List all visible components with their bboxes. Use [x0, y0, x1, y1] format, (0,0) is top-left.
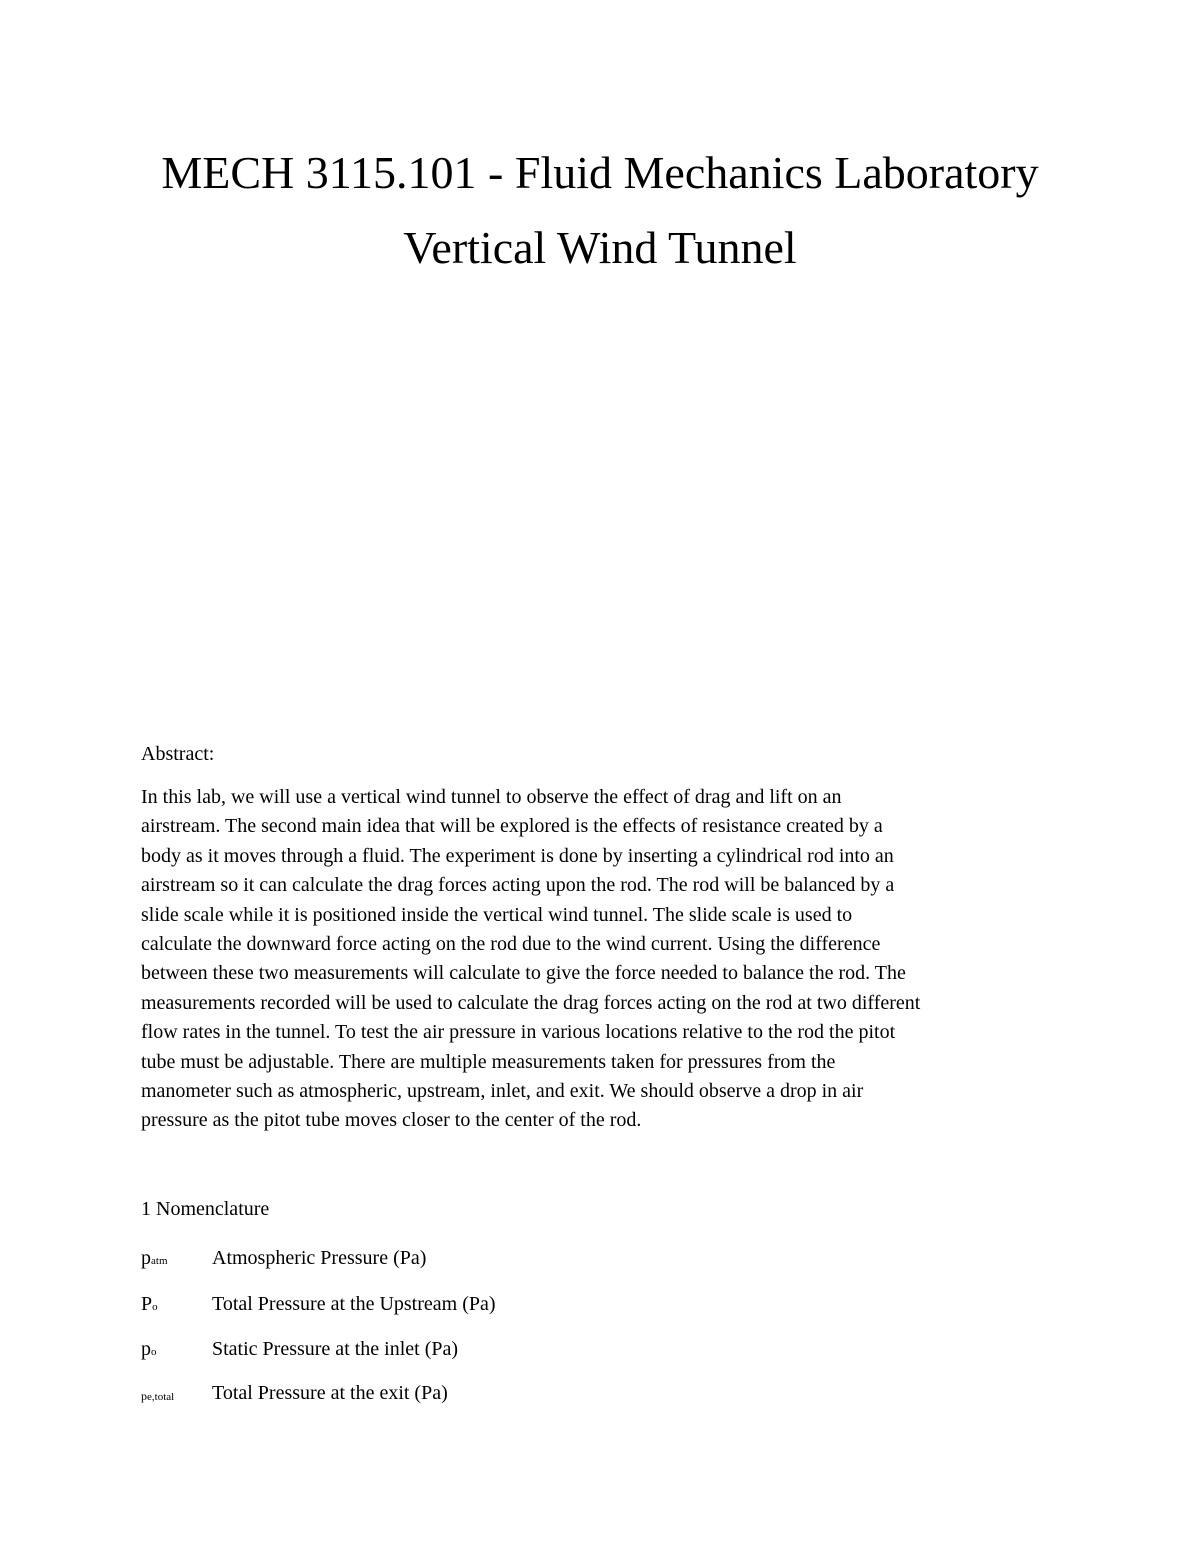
- document-title: MECH 3115.101 - Fluid Mechanics Laboratory: [161, 147, 1039, 198]
- nomenclature-symbol: [141, 1294, 158, 1314]
- nomenclature-heading: 1 Nomenclature: [141, 1198, 270, 1220]
- symbol-subscript: atm: [151, 1255, 168, 1267]
- abstract-line: manometer such as atmospheric, upstream, inlet, and exit. We should observe a drop in air: [141, 1080, 864, 1103]
- nomenclature-description: Total Pressure at the Upstream (Pa): [212, 1293, 496, 1315]
- symbol-subscript: e,total: [147, 1391, 175, 1403]
- abstract-line: between these two measurements will calculate to give the force needed to balance the rod. The: [141, 962, 906, 985]
- abstract-line: airstream. The second main idea that will be explored is the effects of resistance created by a: [141, 815, 883, 838]
- symbol-subscript: o: [151, 1346, 157, 1358]
- symbol-base: p: [141, 1338, 151, 1360]
- symbol-base: p: [141, 1389, 147, 1403]
- nomenclature-row: [141, 1377, 841, 1407]
- abstract-line: pressure as the pitot tube moves closer to the center of the rod.: [141, 1109, 642, 1132]
- nomenclature-description: Static Pressure at the inlet (Pa): [212, 1338, 459, 1360]
- abstract-line: measurements recorded will be used to calculate the drag forces acting on the rod at two different: [141, 991, 921, 1014]
- nomenclature-row: [141, 1333, 841, 1363]
- abstract-line: calculate the downward force acting on the rod due to the wind current. Using the difference: [141, 933, 881, 956]
- nomenclature-symbol: [141, 1339, 157, 1359]
- document-subtitle: Vertical Wind Tunnel: [403, 222, 797, 273]
- abstract-paragraph: [141, 783, 1066, 1136]
- abstract-line: flow rates in the tunnel. To test the air pressure in various locations relative to the rod the pitot: [141, 1021, 896, 1044]
- nomenclature-symbol: [141, 1390, 174, 1403]
- abstract-line: airstream so it can calculate the drag forces acting upon the rod. The rod will be balanced by a: [141, 874, 895, 897]
- nomenclature-description: Atmospheric Pressure (Pa): [212, 1247, 427, 1269]
- abstract-line: tube must be adjustable. There are multiple measurements taken for pressures from the: [141, 1050, 836, 1073]
- nomenclature-symbol: [141, 1248, 168, 1268]
- nomenclature-row: [141, 1242, 841, 1272]
- abstract-line: In this lab, we will use a vertical wind tunnel to observe the effect of drag and lift on an: [141, 786, 842, 808]
- abstract-line: slide scale while it is positioned inside the vertical wind tunnel. The slide scale is used to: [141, 903, 853, 926]
- abstract-line: body as it moves through a fluid. The experiment is done by inserting a cylindrical rod into an: [141, 844, 894, 867]
- abstract-heading: Abstract:: [141, 743, 215, 765]
- symbol-base: P: [141, 1293, 153, 1315]
- symbol-subscript: o: [152, 1301, 158, 1313]
- symbol-base: p: [141, 1247, 151, 1269]
- nomenclature-description: Total Pressure at the exit (Pa): [212, 1382, 448, 1404]
- nomenclature-row: [141, 1288, 841, 1318]
